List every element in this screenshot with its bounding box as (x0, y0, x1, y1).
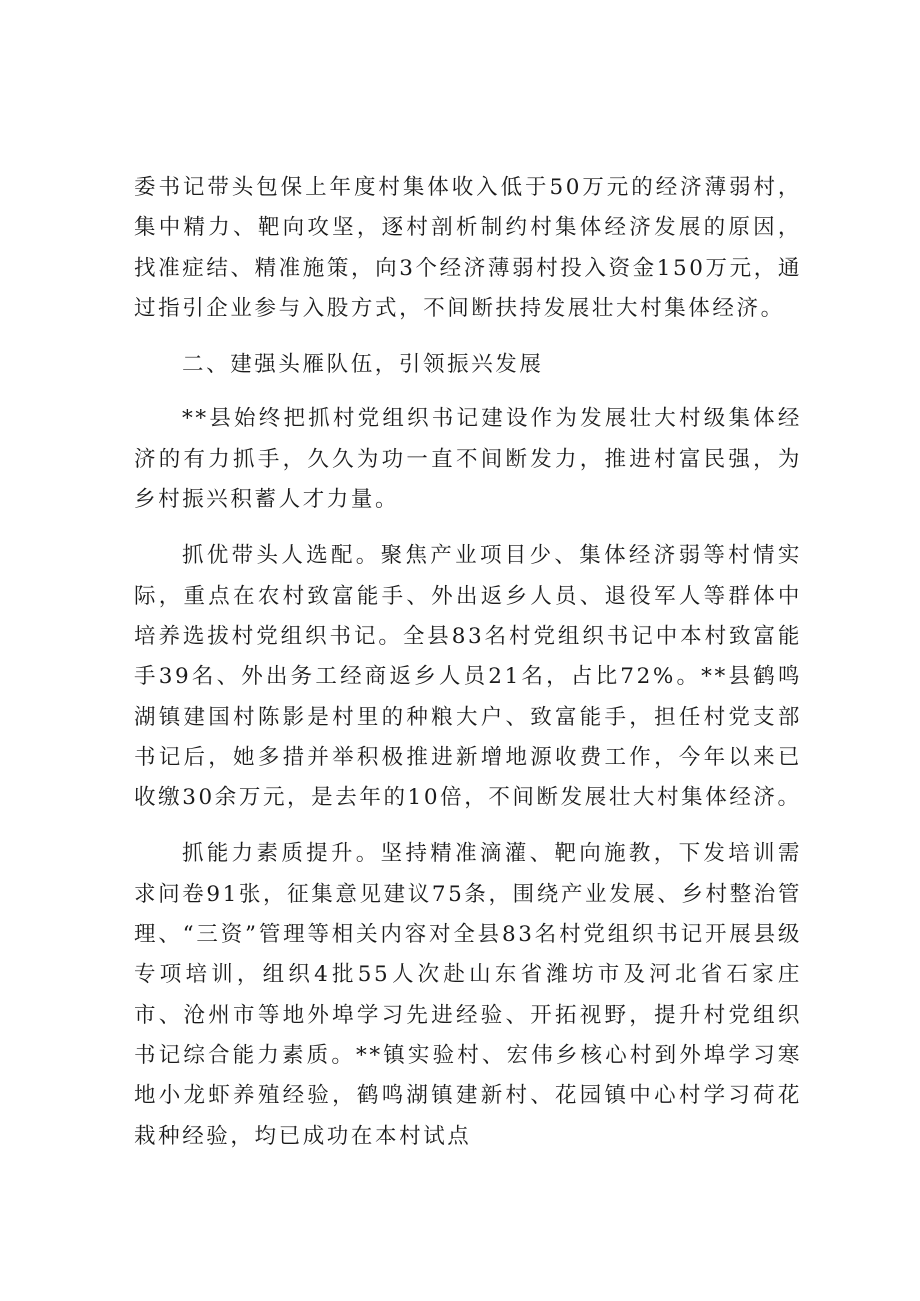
paragraph-intro: **县始终把抓村党组织书记建设作为发展壮大村级集体经济的有力抓手，久久为功一直不间断发力，推进村富民强，为乡村振兴积蓄人才力量。 (134, 406, 802, 513)
document-body (134, 168, 802, 1157)
section-heading: 二、建强头雁队伍，引领振兴发展 (182, 352, 544, 378)
paragraph-capability-training: 抓能力素质提升。坚持精准滴灌、靶向施教，下发培训需求问卷91张，征集意见建议75条，围绕产业发展、乡村整治管理、“三资”管理等相关内容对全县83名村党组织书记开展县级专项培训，组织4批55人次赴山东省潍坊市及河北省石家庄市、沧州市等地外埠学习先进经验、开拓视野，提升村党组织书记综合能力素质。**镇实验村、宏伟乡核心村到外埠学习寒地小龙虾养殖经验，鹤鸣湖镇建新村、花园镇中心村学习荷花栽种经验，均已成功在本村试点 (134, 841, 802, 1149)
paragraph-continuation: 委书记带头包保上年度村集体收入低于50万元的经济薄弱村，集中精力、靶向攻坚，逐村剖析制约村集体经济发展的原因，找准症结、精准施策，向3个经济薄弱村投入资金150万元，通过指引企业参与入股方式，不间断扶持发展壮大村集体经济。 (134, 175, 802, 321)
paragraph-leader-selection: 抓优带头人选配。聚焦产业项目少、集体经济弱等村情实际，重点在农村致富能手、外出返乡人员、退役军人等群体中培养选拔村党组织书记。全县83名村党组织书记中本村致富能手39名、外出务工经商返乡人员21名，占比72%。**县鹤鸣湖镇建国村陈影是村里的种粮大户、致富能手，担任村党支部书记后，她多措并举积极推进新增地源收费工作，今年以来已收缴30余万元，是去年的10倍，不间断发展壮大村集体经济。 (134, 543, 802, 811)
